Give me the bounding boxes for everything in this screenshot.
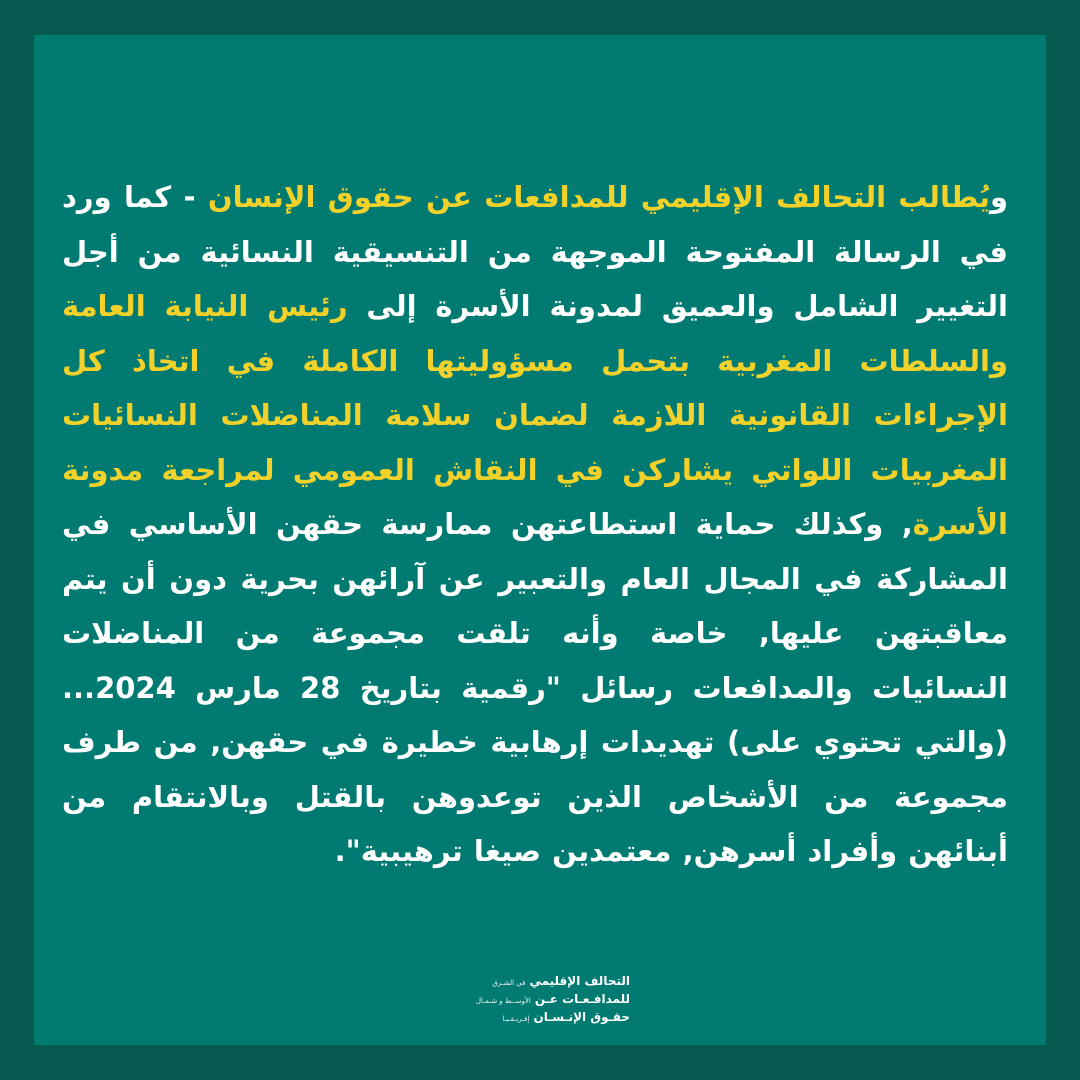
logo-line-2	[450, 990, 630, 1008]
logo-line-3	[450, 1008, 630, 1026]
statement-paragraph	[62, 170, 1008, 879]
text-segment: و	[989, 180, 1009, 214]
logo-sub-text-3: إفـريـقـيـا	[502, 1015, 530, 1023]
text-segment: - كما ورد في الرسالة المفتوحة الموجهة من التنسيقية النسائية من أجل التغيير الشامل والعميق لمدونة الأسرة إلى	[62, 180, 1008, 323]
highlight-coalition-name: يُطالب التحالف الإقليمي للمدافعات عن حقوق الإنسان	[207, 180, 990, 214]
logo-sub-text-1: في الشـرق	[492, 979, 526, 987]
text-segment: , وكذلك حماية استطاعتهن ممارسة حقهن الأساسي في المشاركة في المجال العام والتعبير عن آرائهن بحرية دون أن يتم معاقبتهن عليها, خاصة وأنه تلقت مجموعة من المناضلات النسائيات والمدافعات رسائل "رقمية بتاريخ 28 مارس 2024... (والتي تحتوي على) تهديدات إرهابية خطيرة في حقهن, من طرف مجموعة من الأشخاص الذين توعدوهن بالقتل وبالانتقام من أبنائهن وأفراد أسرهن, معتمدين صيغا ترهيبية".	[62, 507, 1008, 868]
coalition-logo	[450, 972, 630, 1032]
logo-line-1	[450, 972, 630, 990]
logo-main-text-1: التحالف الإقليمي	[529, 974, 630, 988]
logo-main-text-2: للمدافـعـات عـن	[534, 992, 630, 1006]
logo-sub-text-2: الأوســط و شـمـال	[475, 997, 531, 1005]
highlight-demand: رئيس النيابة العامة والسلطات المغربية بتحمل مسؤوليتها الكاملة في اتخاذ كل الإجراءات القانونية اللازمة لضمان سلامة المناضلات النسائيات المغربيات اللواتي يشاركن في النقاش العمومي لمراجعة مدونة الأسرة	[62, 289, 1008, 541]
logo-main-text-3: حقـوق الإنـسـان	[533, 1010, 630, 1024]
